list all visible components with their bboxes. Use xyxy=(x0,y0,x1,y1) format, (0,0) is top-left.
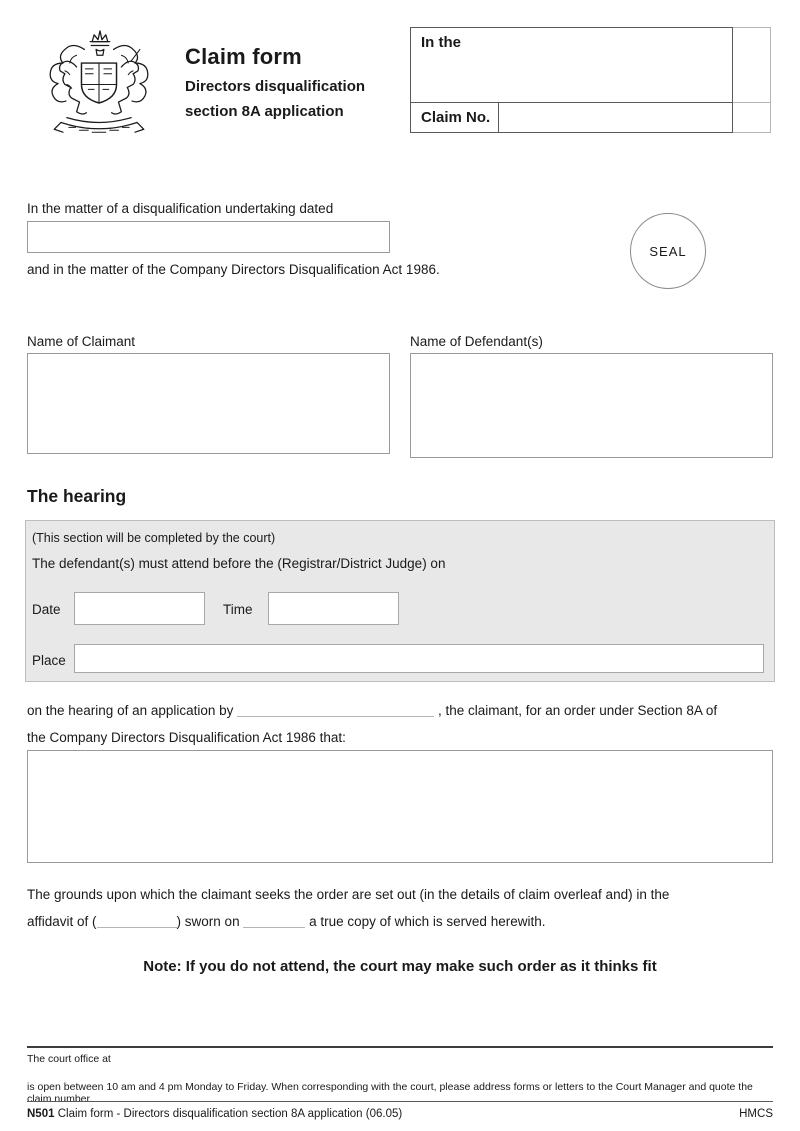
time-label: Time xyxy=(223,602,253,617)
hearing-place-field[interactable] xyxy=(74,644,764,673)
form-code-and-title xyxy=(27,1108,402,1120)
claim-no-field[interactable] xyxy=(499,103,732,132)
hearing-attend-line: The defendant(s) must attend before the (Registrar/District Judge) on xyxy=(32,556,446,571)
grounds-line2-part2: ) sworn on xyxy=(176,914,240,929)
sworn-date-field[interactable] xyxy=(243,913,305,928)
claimant-label: Name of Claimant xyxy=(27,334,136,349)
page-subtitle-line1: Directors disqualification xyxy=(185,78,366,95)
claim-no-label: Claim No. xyxy=(421,109,491,126)
date-label: Date xyxy=(32,602,61,617)
page-subtitle-line2: section 8A application xyxy=(185,103,344,120)
grounds-paragraph xyxy=(27,881,775,935)
undertaking-date-field[interactable] xyxy=(27,221,390,253)
seal-label: SEAL xyxy=(649,243,687,259)
defendant-label: Name of Defendant(s) xyxy=(410,334,543,349)
office-hours-line: is open between 10 am and 4 pm Monday to Friday. When corresponding with the court, please address forms or letters to the Court Manager and quote the claim number. xyxy=(27,1081,753,1105)
applicant-name-field[interactable] xyxy=(237,702,434,717)
hearing-time-field[interactable] xyxy=(268,592,399,625)
court-claim-box xyxy=(410,27,733,133)
claim-no-label-cell xyxy=(411,103,499,132)
royal-coat-of-arms-icon xyxy=(25,28,173,140)
grounds-line1: The grounds upon which the claimant seeks the order are set out (in the details of claim overleaf and) in the xyxy=(27,887,670,902)
footer-divider-bottom xyxy=(27,1101,773,1102)
court-seal xyxy=(630,213,706,289)
hearing-date-field[interactable] xyxy=(74,592,205,625)
matter-line2: and in the matter of the Company Directors Disqualification Act 1986. xyxy=(27,262,440,277)
org-label: HMCS xyxy=(739,1108,773,1120)
footer-divider-top xyxy=(27,1046,773,1048)
order-details-field[interactable] xyxy=(27,750,773,863)
hearing-heading: The hearing xyxy=(27,486,127,506)
office-use-column xyxy=(733,27,771,133)
matter-line1: In the matter of a disqualification undertaking dated xyxy=(27,201,334,216)
application-line1-suffix: , the claimant, for an order under Section 8A of xyxy=(437,703,718,718)
attendance-note: Note: If you do not attend, the court may make such order as it thinks fit xyxy=(143,958,657,975)
place-label: Place xyxy=(32,653,66,668)
footer-code-row xyxy=(27,1108,773,1120)
hearing-court-note: (This section will be completed by the court) xyxy=(32,531,276,545)
form-code: N501 xyxy=(27,1108,55,1120)
grounds-line2-part3: a true copy of which is served herewith. xyxy=(309,914,546,929)
claimant-name-field[interactable] xyxy=(27,353,390,454)
form-title-footer: Claim form - Directors disqualification section 8A application (06.05) xyxy=(57,1108,403,1120)
hearing-panel xyxy=(25,520,775,682)
application-line1-prefix: on the hearing of an application by xyxy=(27,703,234,718)
application-paragraph xyxy=(27,697,775,751)
office-use-cell-top xyxy=(733,28,770,103)
application-line2: the Company Directors Disqualification Act 1986 that: xyxy=(27,730,346,745)
court-office-line: The court office at xyxy=(27,1053,111,1065)
court-office-value-field[interactable] xyxy=(120,1053,720,1067)
affidavit-name-field[interactable] xyxy=(97,913,177,928)
page-title: Claim form xyxy=(185,44,302,69)
defendant-name-field[interactable] xyxy=(410,353,773,458)
in-the-court-field[interactable] xyxy=(411,28,732,103)
in-the-label: In the xyxy=(421,34,461,51)
grounds-line2-part1: affidavit of ( xyxy=(27,914,97,929)
claim-no-row xyxy=(411,103,732,132)
